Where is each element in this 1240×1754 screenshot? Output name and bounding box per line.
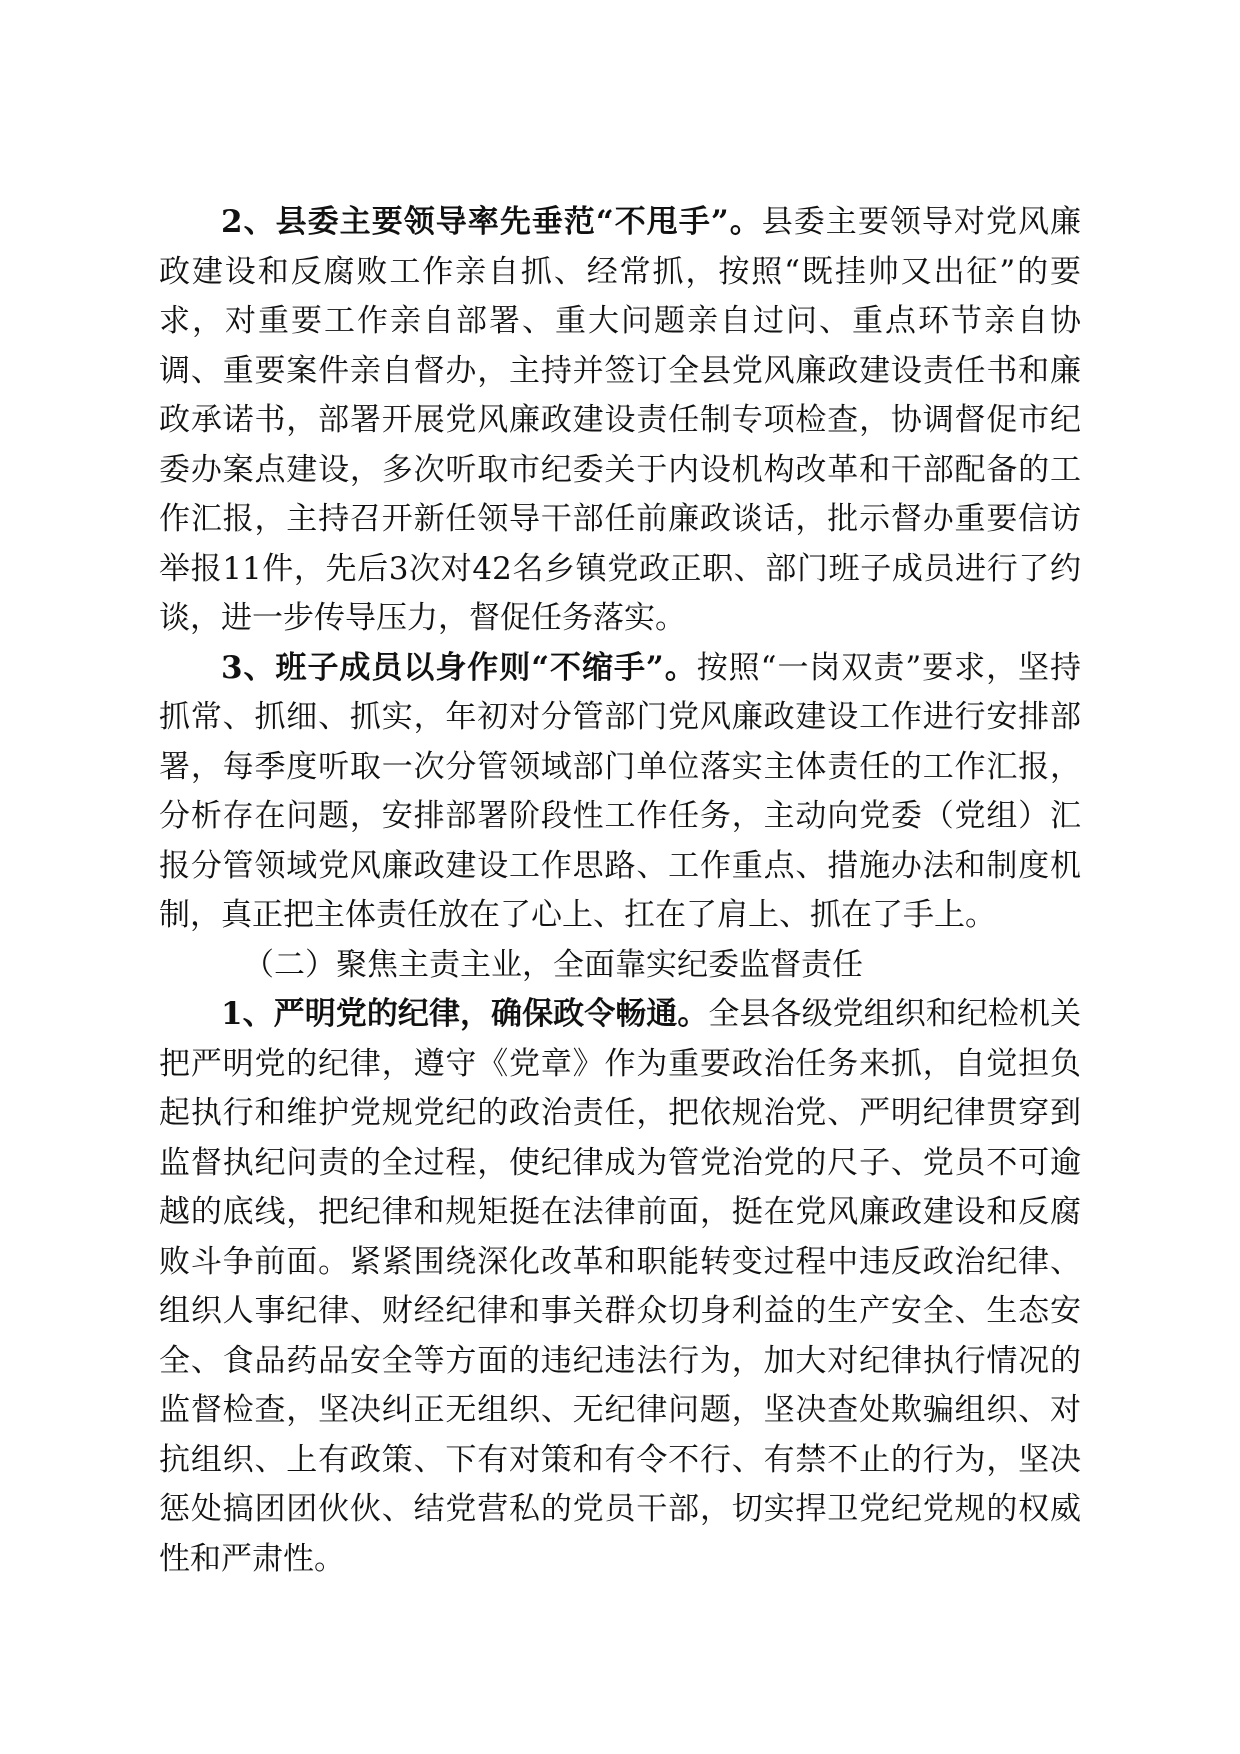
paragraph-lead: 2、县委主要领导率先垂范“不甩手”。 (221, 204, 762, 240)
paragraph-lead: 1、严明党的纪律，确保政令畅通。 (221, 996, 709, 1032)
paragraph-lead: 3、班子成员以身作则“不缩手”。 (221, 649, 697, 686)
paragraph-body: 全县各级党组织和纪检机关把严明党的纪律，遵守《党章》作为重要政治任务来抓，自觉担负起执行和维护党规党纪的政治责任，把依规治党、严明纪律贯穿到监督执纪问责的全过程，使纪律成为管党治党的尺子、党员不可逾越的底线，把纪律和规矩挺在法律前面，挺在党风廉政建设和反腐败斗争前面。紧紧围绕深化改革和职能转变过程中违反政治纪律、组织人事纪律、财经纪律和事关群众切身利益的生产安全、生态安全、食品药品安全等方面的违纪违法行为，加大对纪律执行情况的监督检查，坚决纠正无组织、无纪律问题，坚决查处欺骗组织、对抗组织、上有政策、下有对策和有令不行、有禁不止的行为，坚决惩处搞团团伙伙、结党营私的党员干部，切实捍卫党纪党规的权威性和严肃性。 (159, 996, 1081, 1577)
document-body (159, 198, 1081, 1584)
paragraph-body: 按照“一岗双责”要求，坚持抓常、抓细、抓实，年初对分管部门党风廉政建设工作进行安排部署，每季度听取一次分管领域部门单位落实主体责任的工作汇报，分析存在问题，安排部署阶段性工作任务，主动向党委（党组）汇报分管领域党风廉政建设工作思路、工作重点、措施办法和制度机制，真正把主体责任放在了心上、扛在了肩上、抓在了手上。 (159, 649, 1081, 933)
paragraph-body: 县委主要领导对党风廉政建设和反腐败工作亲自抓、经常抓，按照“既挂帅又出征”的要求，对重要工作亲自部署、重大问题亲自过问、重点环节亲自协调、重要案件亲自督办，主持并签订全县党风廉政建设责任书和廉政承诺书，部署开展党风廉政建设责任制专项检查，协调督促市纪委办案点建设，多次听取市纪委关于内设机构改革和干部配备的工作汇报，主持召开新任领导干部任前廉政谈话，批示督办重要信访举报11件，先后3次对42名乡镇党政正职、部门班子成员进行了约谈，进一步传导压力，督促任务落实。 (159, 204, 1082, 636)
paragraph-team-members (159, 644, 1081, 941)
paragraph-leadership-example (159, 198, 1081, 644)
paragraph-party-discipline (159, 990, 1081, 1584)
section-heading: （二）聚焦主责主业，全面靠实纪委监督责任 (243, 946, 863, 983)
